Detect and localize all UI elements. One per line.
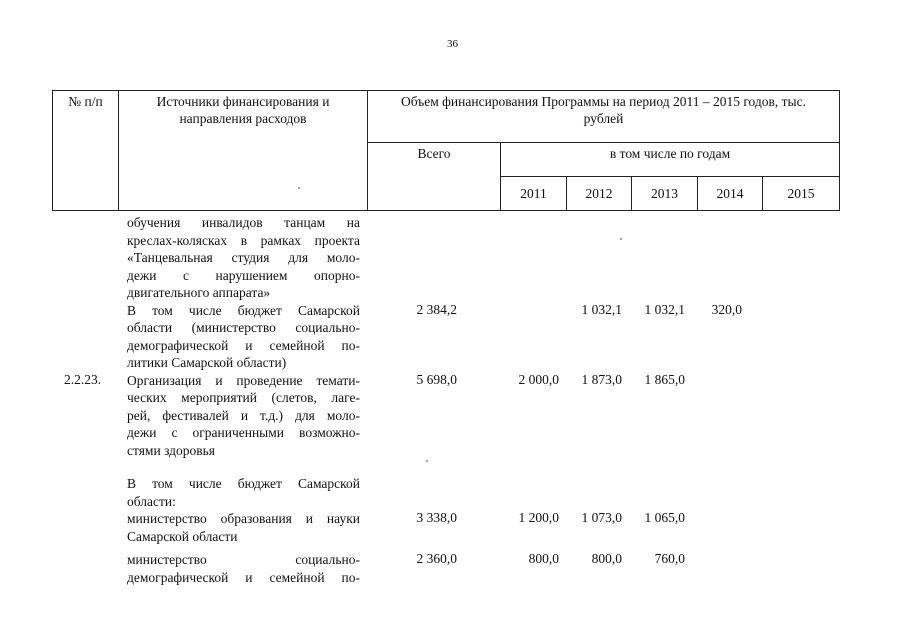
table-header — [52, 90, 840, 211]
row-description: В том числе бюджет Самарской области (министерство социально- демографической и семейной по- литики Самарской области) — [127, 302, 360, 370]
value-2011: 800,0 — [528, 551, 559, 566]
row-description: В том числе бюджет Самарской области: — [127, 476, 360, 509]
header-year: 2014 — [698, 177, 763, 211]
header-year: 2011 — [501, 177, 567, 211]
header-volume: Объем финансирования Программы на период 2011 – 2015 годов, тыс. рублей — [368, 91, 840, 143]
header-year: 2012 — [567, 177, 632, 211]
value-2013: 1 032,1 — [644, 301, 685, 317]
value-total: 2 384,2 — [416, 301, 457, 317]
row-description: министерство социально- демографической и семейной по- — [127, 552, 360, 585]
value-2012: 1 873,0 — [581, 371, 622, 387]
table-body — [52, 214, 839, 586]
scan-speck — [298, 187, 300, 189]
row-description: Организация и проведение темати- ческих мероприятий (слетов, лаге- рей, фестивалей и т.д.) для моло- дежи с ограниченными возможно- стями здоровья — [127, 372, 360, 458]
table-row — [52, 510, 839, 545]
page-number: 36 — [447, 38, 458, 50]
row-number: 2.2.23. — [64, 371, 102, 387]
table-row — [52, 475, 839, 510]
value-2012: 1 032,1 — [581, 301, 622, 317]
table-row — [52, 302, 839, 372]
value-2012: 800,0 — [591, 551, 622, 566]
value-2012: 1 073,0 — [581, 510, 622, 525]
header-sources: Источники финансирования и направления расходов — [119, 91, 368, 211]
value-2013: 760,0 — [654, 551, 685, 566]
header-by-years: в том числе по годам — [501, 143, 840, 177]
row-description: обучения инвалидов танцам на креслах-колясках в рамках проекта «Танцевальная студия для моло- дежи с нарушением опорно- двигательного аппарата» — [127, 215, 360, 300]
value-2011: 1 200,0 — [518, 510, 559, 525]
value-2013: 1 865,0 — [644, 371, 685, 387]
header-total: Всего — [368, 143, 501, 211]
value-2013: 1 065,0 — [644, 510, 685, 525]
header-num: № п/п — [53, 91, 119, 211]
value-2011: 2 000,0 — [518, 371, 559, 387]
table-row — [52, 372, 839, 460]
value-total: 3 338,0 — [416, 510, 457, 525]
table-row — [52, 551, 839, 586]
value-total: 2 360,0 — [416, 551, 457, 566]
header-year: 2013 — [632, 177, 698, 211]
value-2014: 320,0 — [711, 301, 742, 317]
value-total: 5 698,0 — [416, 371, 457, 387]
row-description: министерство образования и науки Самарской области — [127, 511, 360, 544]
header-year: 2015 — [763, 177, 840, 211]
table-row — [52, 214, 839, 302]
